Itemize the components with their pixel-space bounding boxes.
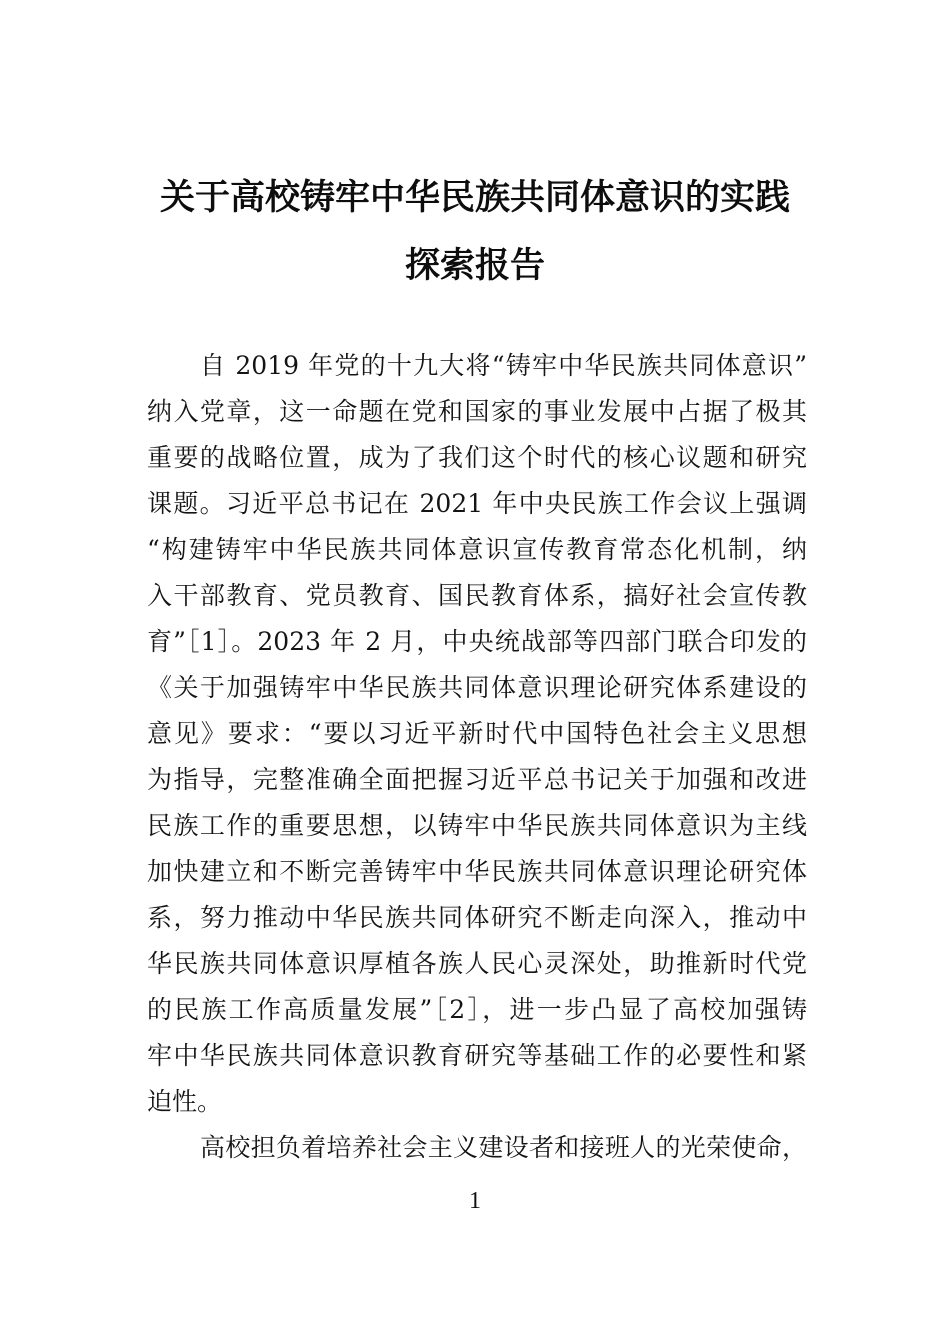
paragraph-1-line: 为指导，完整准确全面把握习近平总书记关于加强和改进 <box>147 765 807 794</box>
paragraph-1-line: 迫性。 <box>147 1087 223 1116</box>
paragraph-1-line: 重要的战略位置，成为了我们这个时代的核心议题和研究 <box>147 443 807 472</box>
paragraph-1-line: 《关于加强铸牢中华民族共同体意识理论研究体系建设的 <box>147 673 807 702</box>
paragraph-1-line: 牢中华民族共同体意识教育研究等基础工作的必要性和紧 <box>147 1041 807 1070</box>
paragraph-1-line: 民族工作的重要思想，以铸牢中华民族共同体意识为主线 <box>147 811 807 840</box>
page-number: 1 <box>469 1188 481 1214</box>
paragraph-1-line: 育”［1］。2023 年 2 月，中央统战部等四部门联合印发的 <box>147 627 807 656</box>
paragraph-1-line: 自 2019 年党的十九大将“铸牢中华民族共同体意识” <box>200 351 807 380</box>
paragraph-1-line: 华民族共同体意识厚植各族人民心灵深处，助推新时代党 <box>147 949 807 978</box>
document-title-line-2: 探索报告 <box>404 245 545 286</box>
paragraph-1-line: 课题。习近平总书记在 2021 年中央民族工作会议上强调 <box>147 489 807 518</box>
paragraph-1-line: 入干部教育、党员教育、国民教育体系，搞好社会宣传教 <box>147 581 807 610</box>
paragraph-1-line: 的民族工作高质量发展”［2］，进一步凸显了高校加强铸 <box>147 995 807 1024</box>
paragraph-1-line: 系，努力推动中华民族共同体研究不断走向深入，推动中 <box>147 903 807 932</box>
paragraph-1-line: 纳入党章，这一命题在党和国家的事业发展中占据了极其 <box>147 397 807 426</box>
document-title-line-1: 关于高校铸牢中华民族共同体意识的实践 <box>159 177 790 218</box>
paragraph-1-line: “构建铸牢中华民族共同体意识宣传教育常态化机制，纳 <box>147 535 807 564</box>
paragraph-1-line: 加快建立和不断完善铸牢中华民族共同体意识理论研究体 <box>147 857 807 886</box>
paragraph-2-line: 高校担负着培养社会主义建设者和接班人的光荣使命， <box>200 1133 807 1162</box>
paragraph-1-line: 意见》要求：“要以习近平新时代中国特色社会主义思想 <box>147 719 807 748</box>
